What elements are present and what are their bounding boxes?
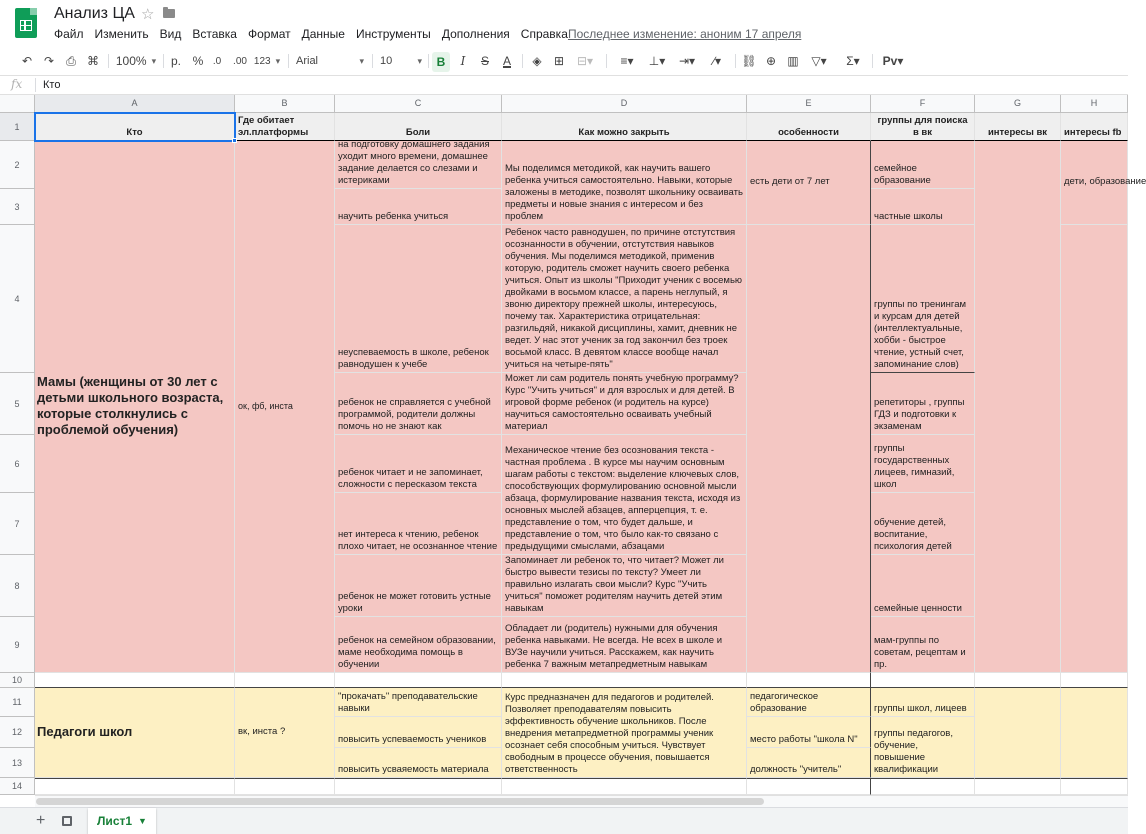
header-cell-fb-interests[interactable]: интересы fb [1061, 113, 1128, 141]
cell-d-teachers[interactable]: Курс предназначен для педагогов и родителей. Позволяет преподавателям повысить эффективность обучение школьников. После внедрения метапредметной программы ученик осознает себя способным учиться. Чувствует свободным в процессе обучения, повышается ответственность [502, 688, 747, 778]
cell-f2[interactable]: семейное образование [871, 141, 975, 189]
cell-f9[interactable]: мам-группы по советам, рецептам и пр. [871, 617, 975, 673]
currency-button[interactable]: р. [170, 54, 181, 68]
input-tools-icon[interactable]: Рv▾ [882, 54, 904, 68]
document-title[interactable]: Анализ ЦА [54, 5, 135, 22]
header-cell-where[interactable]: Где обитает эл.платформы [235, 113, 335, 141]
column-header-c[interactable]: C [335, 95, 502, 113]
cell-d5[interactable]: Может ли сам родитель понять учебную программу? Курс "Учить учиться" и для взрослых и для детей. В игровой форме ребенок (и родитель на курсе) научиться самостоятельно осваивать учебный материал [502, 373, 747, 435]
filter-icon[interactable]: ▽▾ [811, 54, 827, 68]
column-header-e[interactable]: E [747, 95, 871, 113]
cell-c3[interactable]: научить ребенка учиться [335, 189, 502, 225]
folder-icon[interactable] [163, 9, 175, 18]
font-size-select[interactable]: 10 ▾ [380, 51, 422, 71]
cell-f14[interactable] [871, 778, 975, 795]
add-sheet-button[interactable]: + [36, 812, 46, 829]
cell-c5[interactable]: ребенок не справляется с учебной программой, родители должны помочь но не знают как [335, 373, 502, 435]
select-all-corner[interactable] [0, 95, 35, 113]
menu-insert[interactable]: Вставка [192, 27, 237, 41]
title-bar [0, 0, 1128, 46]
header-cell-vk-groups[interactable]: группы для поиска в вк [871, 113, 975, 141]
horizontal-scrollbar[interactable] [35, 795, 1128, 807]
cell-d2-3[interactable]: Мы поделимся методикой, как научить вашего ребенка учиться самостоятельно. Навыки, которые заложены в методике, позволят школьнику осваивать предметы и новые знания с интересом и без проблем [502, 141, 747, 225]
row-header-8[interactable]: 8 [0, 555, 35, 617]
cell-f7[interactable]: обучение детей, воспитание, психология детей [871, 493, 975, 555]
fill-handle[interactable] [232, 138, 237, 143]
cell-d10[interactable] [502, 673, 747, 688]
row-header-6[interactable]: 6 [0, 435, 35, 493]
fill-color-icon[interactable]: ◈ [532, 54, 542, 68]
cell-b-mothers[interactable]: ок, фб, инста [235, 141, 335, 673]
menu-data[interactable]: Данные [301, 27, 345, 41]
column-header-g[interactable]: G [975, 95, 1061, 113]
decrease-decimal-button[interactable]: .0 [212, 55, 222, 67]
row-header-3[interactable]: 3 [0, 189, 35, 225]
menu-tools[interactable]: Инструменты [355, 27, 431, 41]
column-header-h[interactable]: H [1061, 95, 1128, 113]
row-header-5[interactable]: 5 [0, 373, 35, 435]
increase-decimal-button[interactable]: .00 [233, 55, 247, 67]
text-color-button[interactable]: A [502, 54, 511, 68]
all-sheets-icon[interactable] [62, 816, 72, 826]
row-header-11[interactable]: 11 [0, 688, 35, 717]
row-header-14[interactable]: 14 [0, 778, 35, 795]
font-family-select[interactable]: Arial ▾ [296, 51, 364, 71]
cell-b10[interactable] [235, 673, 335, 688]
undo-icon[interactable]: ↶ [21, 54, 33, 68]
sheet-tab-label: Лист1 [97, 814, 133, 828]
menu-help[interactable]: Справка [520, 27, 568, 41]
cell-f6[interactable]: группы государственных лицеев, гимназий, школ [871, 435, 975, 493]
cell-c12[interactable]: повысить успеваемость учеников [335, 717, 502, 748]
row-header-2[interactable]: 2 [0, 141, 35, 189]
redo-icon[interactable]: ↷ [43, 54, 55, 68]
cell-c4[interactable]: неуспеваемость в школе, ребенок равнодушен к учебе [335, 225, 502, 373]
cell-d6-7[interactable]: Механическое чтение без осознования текста - частная проблема . В курсе мы научим основным шагам работы с текстом: выделение ключевых слов, способствующих формулированию основной мысли абзаца, формулирование названия текста, исходя из основных мыслей абзацев, апперцепция, т. е. представление о том, что будет дальше, и представление о том, что было как-то связано с предыдущими смыслами, абзацами [502, 435, 747, 555]
cell-a14[interactable] [35, 778, 235, 795]
cell-c7[interactable]: нет интереса к чтению, ребенок плохо читает, не осознанное чтение [335, 493, 502, 555]
cell-d4[interactable]: Ребенок часто равнодушен, по причине отстутствия осознанности в обучении, отстутствия навыков обучения. Мы поделимся методикой, применив которую, родитель сможет научить своего ребенка учиться. Опыт из школы "Приходит ученик с восемью двойками в восьмом классе, а парень неглупый, я звоню директору прежней школы, интересуюсь, почему так. Характеристика отрицательная: разгильдяй, никакой дисциплины, хамит, дневник не ведет. У нас этот ученик за год закончил без троек восьмой класс. В девятом классе вообще начал учиться на четыре-пять" [502, 225, 747, 373]
scrollbar-thumb[interactable] [36, 798, 764, 805]
cell-d9[interactable]: Обладает ли (родитель) нужными для обучения ребенка навыками. Не всегда. Не всех в школе и ВУЗе научили учиться. Расскажем, как научить ребенка 7 важным метапредметным навыкам [502, 617, 747, 673]
percent-button[interactable]: % [192, 54, 204, 68]
cell-e10[interactable] [747, 673, 871, 688]
last-edit-link[interactable]: Последнее изменение: аноним 17 апреля [568, 27, 802, 41]
menu-edit[interactable]: Изменить [94, 27, 149, 41]
row-header-10[interactable]: 10 [0, 673, 35, 688]
functions-icon[interactable]: Σ▾ [846, 54, 860, 68]
formula-input[interactable]: Кто [43, 79, 61, 91]
cell-d8[interactable]: Запоминает ли ребенок то, что читает? Может ли быстро вывести тезисы по тексту? Умеет ли правильно излагать свои мысли? Курс "Учить учиться" поможет родителям научить детей этим навыкам [502, 555, 747, 617]
cell-b-teachers[interactable]: вк, инста ? [235, 688, 335, 778]
toolbar [0, 46, 1128, 76]
cell-c2[interactable]: на подготовку домашнего задания уходит много времени, домашнее задание делается со слезами и истериками [335, 141, 502, 189]
column-header-a[interactable]: A [35, 95, 235, 113]
borders-icon[interactable]: ⊞ [553, 54, 565, 68]
row-header-9[interactable]: 9 [0, 617, 35, 673]
insert-comment-icon[interactable]: ⊕ [765, 54, 777, 68]
cell-f5[interactable]: репетиторы , группы ГДЗ и подготовки к экзаменам [871, 373, 975, 435]
menu-format[interactable]: Формат [247, 27, 291, 41]
cell-a10[interactable] [35, 673, 235, 688]
header-cell-features[interactable]: особенности [747, 113, 871, 141]
cell-h-teachers[interactable] [1061, 688, 1128, 778]
cell-h4-9[interactable] [1061, 225, 1128, 673]
text-rotation-icon[interactable]: ∕▾ [712, 54, 722, 68]
zoom-select[interactable]: 100% ▾ [114, 51, 158, 71]
fx-icon: fx [11, 77, 23, 91]
star-icon[interactable]: ☆ [141, 6, 155, 23]
cell-h2-3[interactable]: дети, образование [1061, 141, 1128, 225]
menu-file[interactable]: Файл [54, 27, 84, 41]
cell-g-mothers[interactable] [975, 141, 1061, 673]
bold-button[interactable]: B [432, 52, 450, 72]
cell-a-teachers[interactable]: Педагоги школ [35, 688, 235, 778]
cell-e2-3[interactable]: есть дети от 7 лет [747, 141, 871, 225]
cell-h10[interactable] [1061, 673, 1128, 688]
cell-g14[interactable] [975, 778, 1061, 795]
cell-e11[interactable]: педагогическое образование [747, 688, 871, 717]
sheets-logo-icon[interactable] [15, 8, 37, 38]
chevron-down-icon[interactable]: ▼ [138, 816, 147, 826]
merge-cells-icon[interactable]: ⊟▾ [576, 54, 594, 68]
cell-c8[interactable]: ребенок не может готовить устные уроки [335, 555, 502, 617]
cell-f4[interactable]: группы по тренингам и курсам для детей (интеллектуальные, хобби - быстрое чтение, устный счет, запоминание слов) [871, 225, 975, 373]
cell-f3[interactable]: частные школы [871, 189, 975, 225]
cell-f11[interactable]: группы школ, лицеев [871, 688, 975, 717]
menu-bar [54, 27, 579, 43]
vertical-align-icon[interactable]: ⊥▾ [648, 54, 666, 68]
insert-link-icon[interactable]: ⛓ [741, 54, 757, 68]
header-cell-vk-interests[interactable]: интересы вк [975, 113, 1061, 141]
header-cell-who[interactable]: Кто [35, 113, 235, 141]
cell-c9[interactable]: ребенок на семейном образовании, маме необходима помощь в обучении [335, 617, 502, 673]
cell-d14[interactable] [502, 778, 747, 795]
menu-addons[interactable]: Дополнения [441, 27, 510, 41]
row-header-12[interactable]: 12 [0, 717, 35, 748]
paint-format-icon[interactable]: ⌘ [87, 54, 99, 68]
sheet-tabs-bar [0, 807, 1128, 834]
row-header-7[interactable]: 7 [0, 493, 35, 555]
column-header-d[interactable]: D [502, 95, 747, 113]
cell-c14[interactable] [335, 778, 502, 795]
header-cell-solution[interactable]: Как можно закрыть [502, 113, 747, 141]
cell-f8[interactable]: семейные ценности [871, 555, 975, 617]
menu-view[interactable]: Вид [159, 27, 182, 41]
sheet-tab-1[interactable] [88, 808, 156, 834]
row-header-13[interactable]: 13 [0, 748, 35, 778]
cell-c11[interactable]: "прокачать" преподавательские навыки [335, 688, 502, 717]
cell-f10[interactable] [871, 673, 975, 688]
cell-b14[interactable] [235, 778, 335, 795]
column-header-f[interactable]: F [871, 95, 975, 113]
formula-bar [0, 76, 1128, 95]
cell-e13[interactable]: должность "учитель" [747, 748, 871, 778]
cell-e14[interactable] [747, 778, 871, 795]
horizontal-align-icon[interactable]: ≡▾ [620, 54, 634, 68]
header-cell-pains[interactable]: Боли [335, 113, 502, 141]
cell-c10[interactable] [335, 673, 502, 688]
cell-e4-9[interactable] [747, 225, 871, 673]
text-wrap-icon[interactable]: ⇥▾ [678, 54, 696, 68]
column-header-b[interactable]: B [235, 95, 335, 113]
cell-e12[interactable]: место работы "школа N" [747, 717, 871, 748]
cell-c13[interactable]: повысить усваяемость материала [335, 748, 502, 778]
insert-chart-icon[interactable]: ▥ [787, 54, 799, 68]
more-formats-select[interactable]: 123 ▾ [252, 51, 282, 71]
cell-h14[interactable] [1061, 778, 1128, 795]
cell-a-mothers[interactable]: Мамы (женщины от 30 лет с детьми школьного возраста, которые столкнулись с проблемой обучения) [35, 141, 235, 673]
row-header-4[interactable]: 4 [0, 225, 35, 373]
italic-button[interactable]: I [460, 54, 466, 68]
strikethrough-button[interactable]: S [480, 54, 489, 68]
cell-g10[interactable] [975, 673, 1061, 688]
print-icon[interactable]: ⎙ [66, 53, 76, 68]
cell-g-teachers[interactable] [975, 688, 1061, 778]
cell-c6[interactable]: ребенок читает и не запоминает, сложности с пересказом текста [335, 435, 502, 493]
row-header-1[interactable]: 1 [0, 113, 35, 141]
cell-f12-13[interactable]: группы педагогов, обучение, повышение квалификации [871, 717, 975, 778]
